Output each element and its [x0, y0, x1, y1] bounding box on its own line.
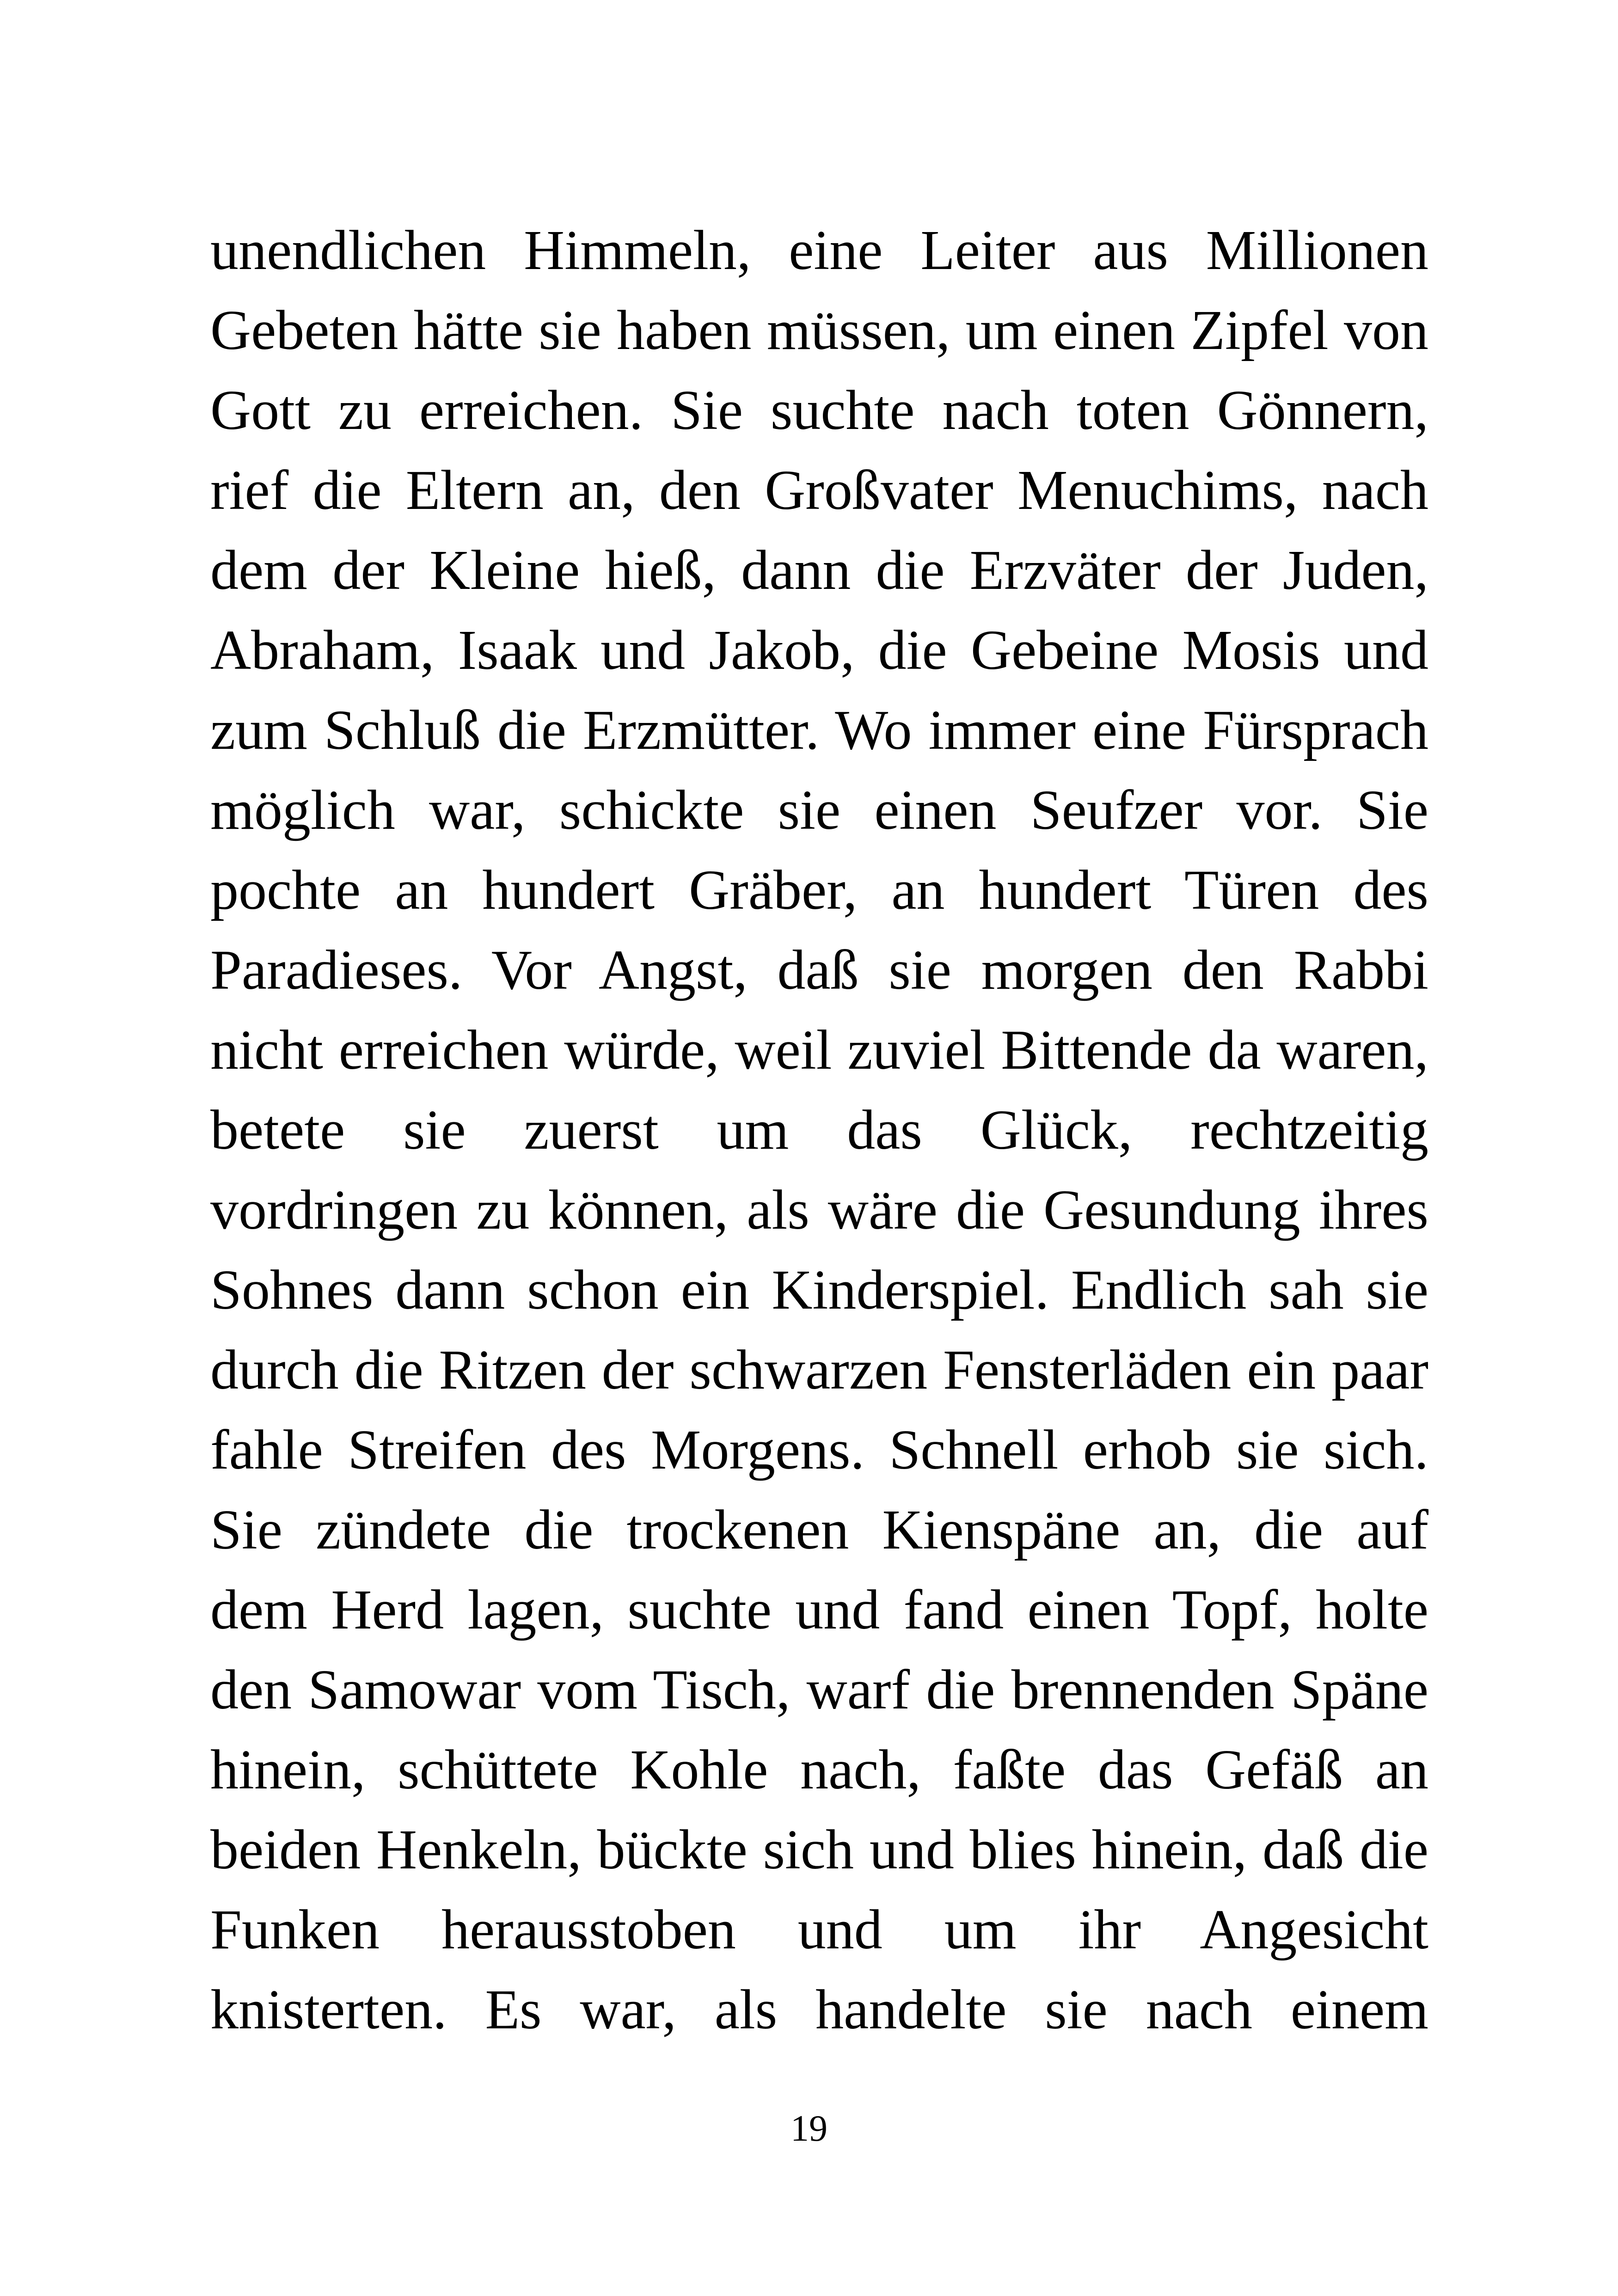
text-line: beiden Henkeln, bückte sich und blies hinein, daß die	[210, 1818, 1428, 1881]
text-line: rief die Eltern an, den Großvater Menuchims, nach	[210, 459, 1428, 521]
text-line: den Samowar vom Tisch, warf die brennenden Späne	[210, 1659, 1428, 1721]
text-line: Sie zündete die trockenen Kienspäne an, die auf	[210, 1499, 1428, 1561]
text-line: Abraham, Isaak und Jakob, die Gebeine Mosis und	[210, 619, 1428, 681]
text-line: nicht erreichen würde, weil zuviel Bittende da waren,	[210, 1019, 1428, 1081]
text-line: hinein, schüttete Kohle nach, faßte das Gefäß an	[210, 1739, 1428, 1801]
text-line: durch die Ritzen der schwarzen Fensterläden ein paar	[210, 1339, 1428, 1401]
text-line: knisterten. Es war, als handelte sie nach einem	[210, 1978, 1428, 2041]
text-line: vordringen zu können, als wäre die Gesundung ihres	[210, 1179, 1428, 1241]
text-line: Paradieses. Vor Angst, daß sie morgen den Rabbi	[210, 939, 1428, 1001]
text-line: Funken herausstoben und um ihr Angesicht	[210, 1898, 1428, 1961]
text-line: zum Schluß die Erzmütter. Wo immer eine Fürsprach	[210, 699, 1428, 761]
text-line: Gebeten hätte sie haben müssen, um einen Zipfel von	[210, 299, 1428, 361]
text-line: möglich war, schickte sie einen Seufzer vor. Sie	[210, 779, 1428, 841]
text-line: fahle Streifen des Morgens. Schnell erhob sie sich.	[210, 1419, 1428, 1481]
text-line: dem der Kleine hieß, dann die Erzväter der Juden,	[210, 539, 1428, 601]
page-number: 19	[791, 2108, 827, 2149]
text-line: unendlichen Himmeln, eine Leiter aus Millionen	[210, 219, 1428, 282]
text-line: betete sie zuerst um das Glück, rechtzeitig	[210, 1099, 1428, 1161]
text-line: Gott zu erreichen. Sie suchte nach toten Gönnern,	[210, 379, 1428, 441]
text-line: Sohnes dann schon ein Kinderspiel. Endlich sah sie	[210, 1259, 1428, 1321]
text-line: pochte an hundert Gräber, an hundert Türen des	[210, 859, 1428, 921]
body-text	[210, 210, 1428, 2050]
text-line: dem Herd lagen, suchte und fand einen Topf, holte	[210, 1579, 1428, 1641]
